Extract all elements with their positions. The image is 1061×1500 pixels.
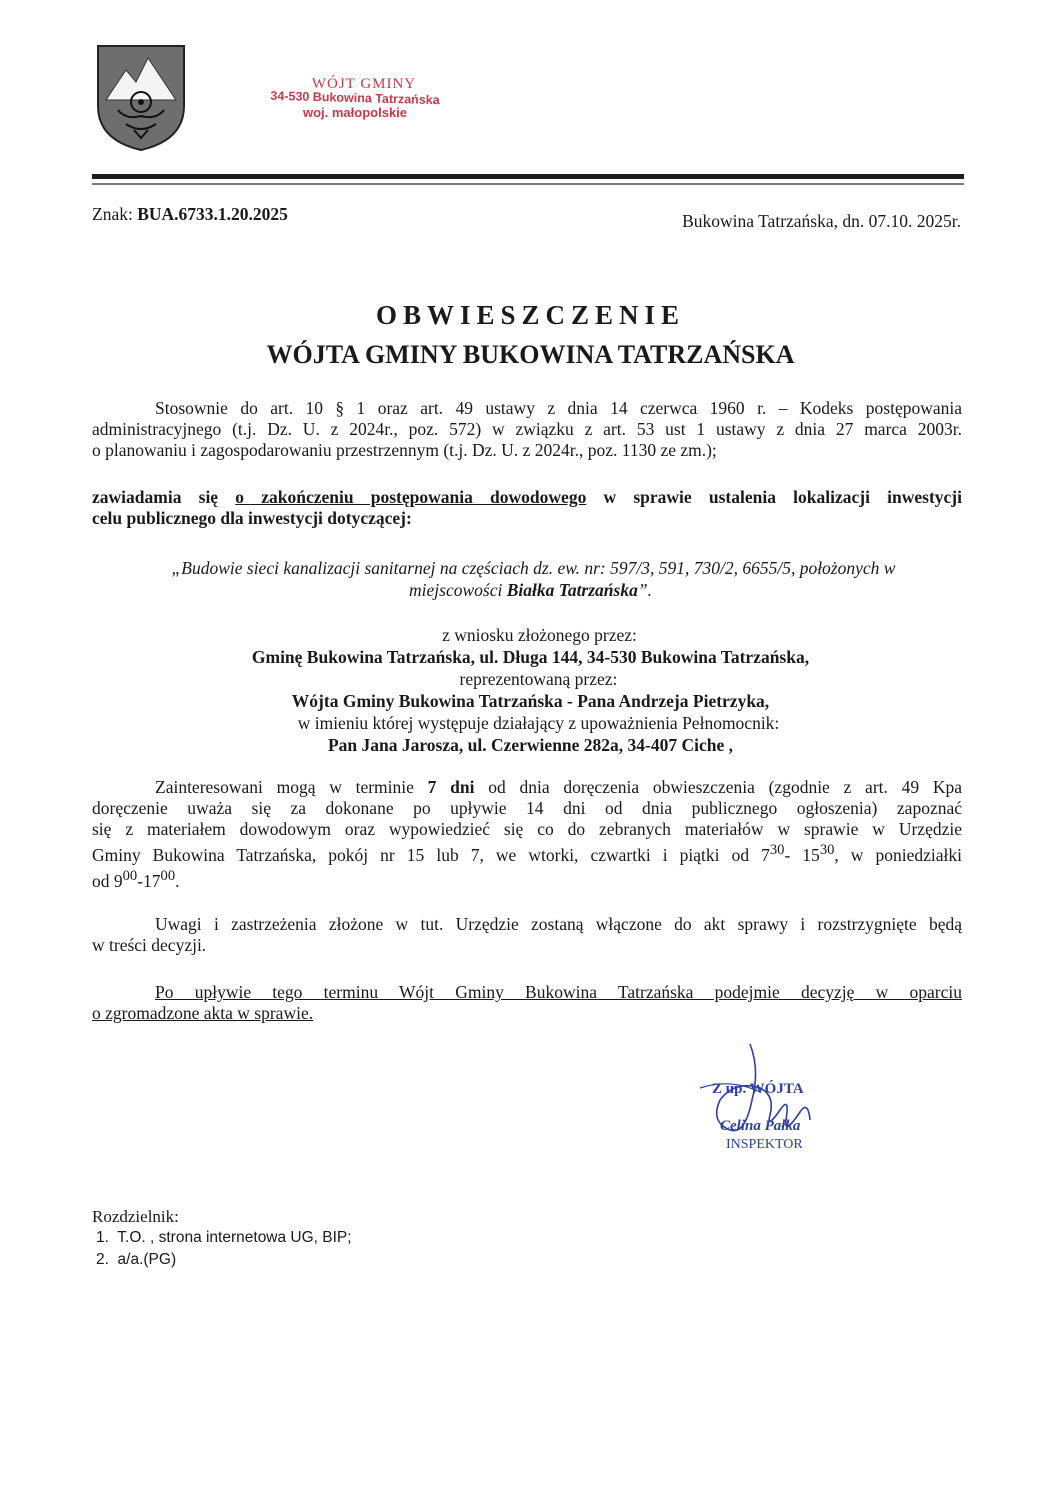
document-subtitle: WÓJTA GMINY BUKOWINA TATRZAŃSKA — [266, 340, 795, 369]
representative-name: Wójta Gminy Bukowina Tatrzańska - Pana Andrzeja Pietrzyka, — [291, 691, 770, 711]
proxy-label: w imieniu której występuje działający z upoważnienia Pełnomocnik: — [297, 713, 780, 733]
information-paragraph — [92, 777, 962, 892]
gmina-coat-of-arms-icon — [96, 44, 186, 152]
notice-text-1: zawiadamia się — [92, 487, 236, 507]
distribution-title: Rozdzielnik: — [92, 1207, 179, 1226]
document-title: OBWIESZCZENIE — [375, 300, 686, 330]
monday-to: -17 — [137, 870, 161, 891]
investment-description — [0, 557, 1061, 601]
stamp-line-3: woj. małopolskie — [302, 104, 408, 120]
investment-line-2 — [0, 579, 1061, 601]
signature-title: INSPEKTOR — [726, 1137, 803, 1152]
legal-basis-paragraph — [92, 398, 962, 461]
notice-underlined: o zakończeniu postępowania dowodowego — [235, 487, 587, 507]
closing-line-2: o zgromadzone akta w sprawie. — [92, 1003, 314, 1023]
info-line-4 — [92, 840, 962, 866]
applicant-name: Gminę Bukowina Tatrzańska, ul. Długa 144, 34-530 Bukowina Tatrzańska, — [251, 647, 810, 667]
reference-label: Znak: — [92, 204, 138, 224]
investment-suffix: ”. — [637, 580, 652, 600]
monday-from: od 9 — [92, 870, 123, 891]
time-sup-3: 00 — [122, 867, 138, 884]
monday-end: . — [175, 870, 180, 891]
applicant-block — [0, 624, 1061, 756]
case-reference — [92, 204, 288, 225]
signature-line-1: Z up. WÓJTA — [712, 1081, 804, 1097]
info-text-1a: Zainteresowani mogą w terminie — [155, 777, 428, 797]
stamp-line-2: 34-530 Bukowina Tatrzańska — [270, 88, 440, 108]
notice-line-1 — [92, 487, 962, 508]
intro-line-2: administracyjnego (t.j. Dz. U. z 2024r., poz. 572) w związku z art. 53 ust 1 ustawy z dnia 27 marca 2003r. — [92, 419, 962, 439]
signature-name: Celina Pałka — [720, 1118, 801, 1134]
notice-text-2: w sprawie ustalenia lokalizacji inwestycji — [586, 487, 962, 507]
office-hours-to: - 15 — [784, 844, 820, 865]
place-and-date: Bukowina Tatrzańska, dn. 07.10. 2025r. — [682, 211, 961, 231]
office-stamp — [255, 76, 455, 120]
notice-paragraph — [92, 487, 962, 529]
remarks-line-2: w treści decyzji. — [92, 935, 207, 955]
office-hours-text: Gminy Bukowina Tatrzańska, pokój nr 15 lub 7, we wtorki, czwartki i piątki od 7 — [92, 844, 770, 865]
time-sup-4: 00 — [160, 867, 176, 884]
info-line-1 — [92, 777, 962, 798]
header-divider — [92, 174, 964, 179]
applicant-label: z wniosku złożonego przez: — [442, 625, 637, 645]
distribution-item: 1. T.O. , strona internetowa UG, BIP; — [96, 1229, 352, 1246]
investment-location: Białka Tatrzańska — [506, 580, 638, 600]
info-line-5 — [92, 866, 962, 892]
intro-line-3: o planowaniu i zagospodarowaniu przestrzennym (t.j. Dz. U. z 2024r., poz. 1130 ze zm.); — [92, 440, 717, 460]
intro-line-1: Stosownie do art. 10 § 1 oraz art. 49 ustawy z dnia 14 czerwca 1960 r. – Kodeks postępowania — [155, 398, 962, 418]
proxy-name: Pan Jana Jarosza, ul. Czerwienne 282a, 34-407 Ciche , — [327, 735, 734, 755]
notice-line-2: celu publicznego dla inwestycji dotyczącej: — [92, 508, 412, 528]
distribution-item-1: T.O. , strona internetowa UG, BIP; — [117, 1229, 352, 1246]
representative-label: reprezentowaną przez: — [459, 669, 618, 689]
time-sup-1: 30 — [769, 842, 785, 858]
office-hours-monday: , w poniedziałki — [834, 844, 962, 865]
investment-line-1: „Budowie sieci kanalizacji sanitarnej na częściach dz. ew. nr: 597/3, 591, 730/2, 6655/5, położonych w — [171, 558, 896, 578]
info-text-1c: od dnia doręczenia obwieszczenia (zgodnie z art. 49 Kpa — [474, 777, 963, 797]
reference-number: BUA.6733.1.20.2025 — [137, 204, 288, 224]
stamp-line-1: WÓJT GMINY — [311, 76, 417, 92]
closing-line-1: Po upływie tego terminu Wójt Gminy Bukowina Tatrzańska podejmie decyzję w oparciu — [155, 982, 962, 1002]
distribution-item: 2. a/a.(PG) — [96, 1251, 177, 1268]
header-divider-thin — [92, 183, 964, 185]
info-line-2: doręczenie uważa się za dokonane po upływie 14 dni od dnia publicznego ogłoszenia) zapoznać — [92, 798, 962, 818]
deadline-days: 7 dni — [427, 777, 475, 797]
info-line-3: się z materiałem dowodowym oraz wypowiedzieć się co do zebranych materiałów w sprawie w Urzędzie — [92, 819, 962, 839]
remarks-paragraph — [92, 914, 962, 956]
time-sup-2: 30 — [819, 842, 835, 858]
closing-paragraph — [92, 982, 962, 1024]
distribution-item-2: a/a.(PG) — [117, 1251, 177, 1268]
remarks-line-1: Uwagi i zastrzeżenia złożone w tut. Urzędzie zostaną włączone do akt sprawy i rozstrzygnięte będą — [155, 914, 962, 934]
investment-prefix: miejscowości — [409, 580, 507, 600]
